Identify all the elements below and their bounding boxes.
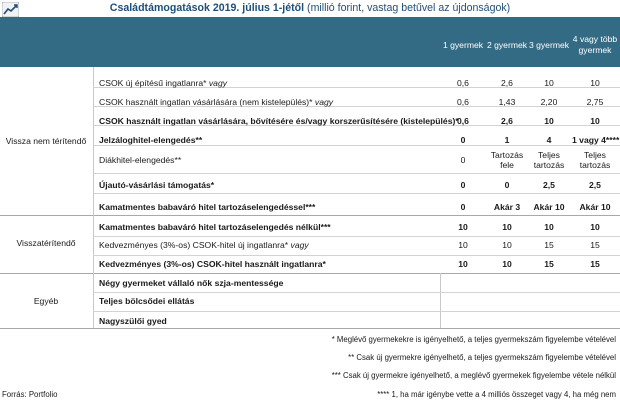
row-separator — [93, 193, 620, 194]
row-label-or: vagy — [206, 78, 228, 88]
row-separator — [93, 292, 620, 293]
row-separator — [93, 236, 620, 237]
table-cell: 10 — [458, 240, 468, 250]
table-row-label — [99, 97, 333, 108]
table-cell: 1,43 — [498, 97, 516, 107]
table-cell: 2,5 — [589, 180, 601, 190]
table-cell: 10 — [458, 259, 468, 269]
row-label-text: Jelzáloghitel-elengedés** — [99, 135, 203, 145]
table-cell: 1 — [504, 135, 510, 145]
table-cell: 0 — [460, 155, 466, 165]
table-cell: 2,75 — [586, 97, 604, 107]
table-cell: 2,6 — [501, 78, 513, 88]
table-cell: 10 — [544, 222, 554, 232]
table-row-label — [99, 202, 315, 213]
table-row-label — [99, 155, 181, 166]
column-header-2: 2 gyermek — [486, 40, 528, 50]
table-cell: Tartozás fele — [490, 150, 524, 170]
table-cell: 10 — [544, 116, 554, 126]
row-label-text: Újautó-vásárlási támogatás* — [99, 180, 215, 190]
table-row-label — [99, 222, 331, 233]
egyeb-value-divider — [440, 273, 441, 328]
row-label-text: Kedvezményes (3%-os) CSOK-hitel használt ingatlanra* — [99, 259, 326, 269]
row-label-text: CSOK használt ingatlan vásárlására, bővítésére és/vagy korszerűsítésére (kistelepülés)* — [99, 116, 459, 126]
table-cell: 15 — [544, 259, 554, 269]
footnote-4: **** 1, ha már igénybe vette a 4 milliós összeget vagy 4, ha még nem — [377, 390, 616, 399]
table-cell: Akár 10 — [533, 202, 565, 212]
row-label-text: Diákhitel-elengedés** — [99, 155, 182, 165]
table-cell: 15 — [544, 240, 554, 250]
table-cell: 2,5 — [543, 180, 555, 190]
table-cell: 10 — [502, 240, 512, 250]
table-cell: 10 — [502, 222, 512, 232]
table-row-label — [99, 316, 167, 327]
table-cell: 0 — [504, 180, 510, 190]
table-cell: 0 — [460, 180, 466, 190]
row-label-text: Nagyszülői gyed — [99, 316, 167, 326]
table-row-label — [99, 180, 214, 191]
table-cell: 2,6 — [501, 116, 513, 126]
table-row-label — [99, 78, 227, 89]
title-rest: (millió forint, vastag betűvel az újdonságok) — [304, 2, 511, 14]
table-cell: 10 — [502, 259, 512, 269]
footnote-1: * Meglévő gyermekekre is igényelhető, a teljes gyermekszám figyelembe vételével — [331, 335, 616, 344]
table-row-label — [99, 259, 326, 270]
row-label-text: Négy gyermeket vállaló nők szja-mentessége — [99, 278, 284, 288]
table-row-label — [99, 135, 202, 146]
source-label: Forrás: Portfolio — [2, 390, 58, 399]
row-separator — [93, 173, 620, 174]
table-header — [0, 17, 620, 67]
title-bold: Családtámogatások 2019. július 1-jétől — [109, 2, 305, 14]
group-label-vissza-nem-teritendo: Vissza nem térítendő — [5, 136, 87, 146]
row-label-text: Kamatmentes babaváró hitel tartozáselengedéssel*** — [99, 202, 316, 212]
table-cell: 10 — [458, 222, 468, 232]
table-cell: 0,6 — [457, 78, 469, 88]
table-cell: 0 — [460, 202, 466, 212]
table-cell: Teljes tartozás — [579, 150, 611, 170]
row-label-or: vagy — [312, 97, 334, 107]
footnote-2: ** Csak új gyermekre igényelhető, a teljes gyermekszám figyelembe vételével — [348, 353, 616, 362]
table-bottom-line — [0, 328, 620, 329]
table-cell: 10 — [590, 78, 600, 88]
group-label-egyeb: Egyéb — [33, 296, 59, 306]
row-label-text: Kamatmentes babaváró hitel tartozáselengedés nélkül*** — [99, 222, 331, 232]
table-cell: 10 — [590, 222, 600, 232]
table-cell: Akár 10 — [579, 202, 611, 212]
table-cell: 10 — [590, 116, 600, 126]
footnote-3: *** Csak új gyermekre igényelhető, a meglévő gyermekek figyelembe vétele nélkül — [331, 371, 616, 380]
table-row-label — [99, 296, 194, 307]
table-cell: 0,6 — [457, 116, 469, 126]
table-cell: Teljes tartozás — [533, 150, 565, 170]
table-row-label — [99, 240, 309, 251]
row-label-text: CSOK használt ingatlan vásárlására (nem kistelepülés)* — [99, 97, 313, 107]
column-header-1: 1 gyermek — [442, 40, 484, 50]
column-header-4: 4 vagy több gyermek — [572, 34, 618, 55]
row-separator — [93, 311, 620, 312]
table-cell: 0,6 — [457, 97, 469, 107]
row-label-text: CSOK új építésű ingatlanra* — [99, 78, 207, 88]
table-cell: 15 — [590, 259, 600, 269]
table-cell: 2,20 — [540, 97, 558, 107]
table-cell: 1 vagy 4**** — [572, 135, 620, 145]
table-title — [0, 2, 620, 14]
group-label-visszateritendo: Visszatérítendő — [16, 238, 76, 248]
table-cell: 15 — [590, 240, 600, 250]
table-cell: 10 — [544, 78, 554, 88]
row-label-text: Kedvezményes (3%-os) CSOK-hitel új ingatlanra* — [99, 240, 289, 250]
row-label-or: vagy — [288, 240, 309, 250]
table-row-label — [99, 278, 283, 289]
table-row-label — [99, 116, 459, 127]
table-cell: Akár 3 — [493, 202, 521, 212]
column-header-3: 3 gyermek — [528, 40, 570, 50]
table-cell: 0 — [460, 135, 466, 145]
row-separator — [93, 255, 620, 256]
table-cell: 4 — [546, 135, 552, 145]
row-label-text: Teljes bölcsődei ellátás — [99, 296, 195, 306]
